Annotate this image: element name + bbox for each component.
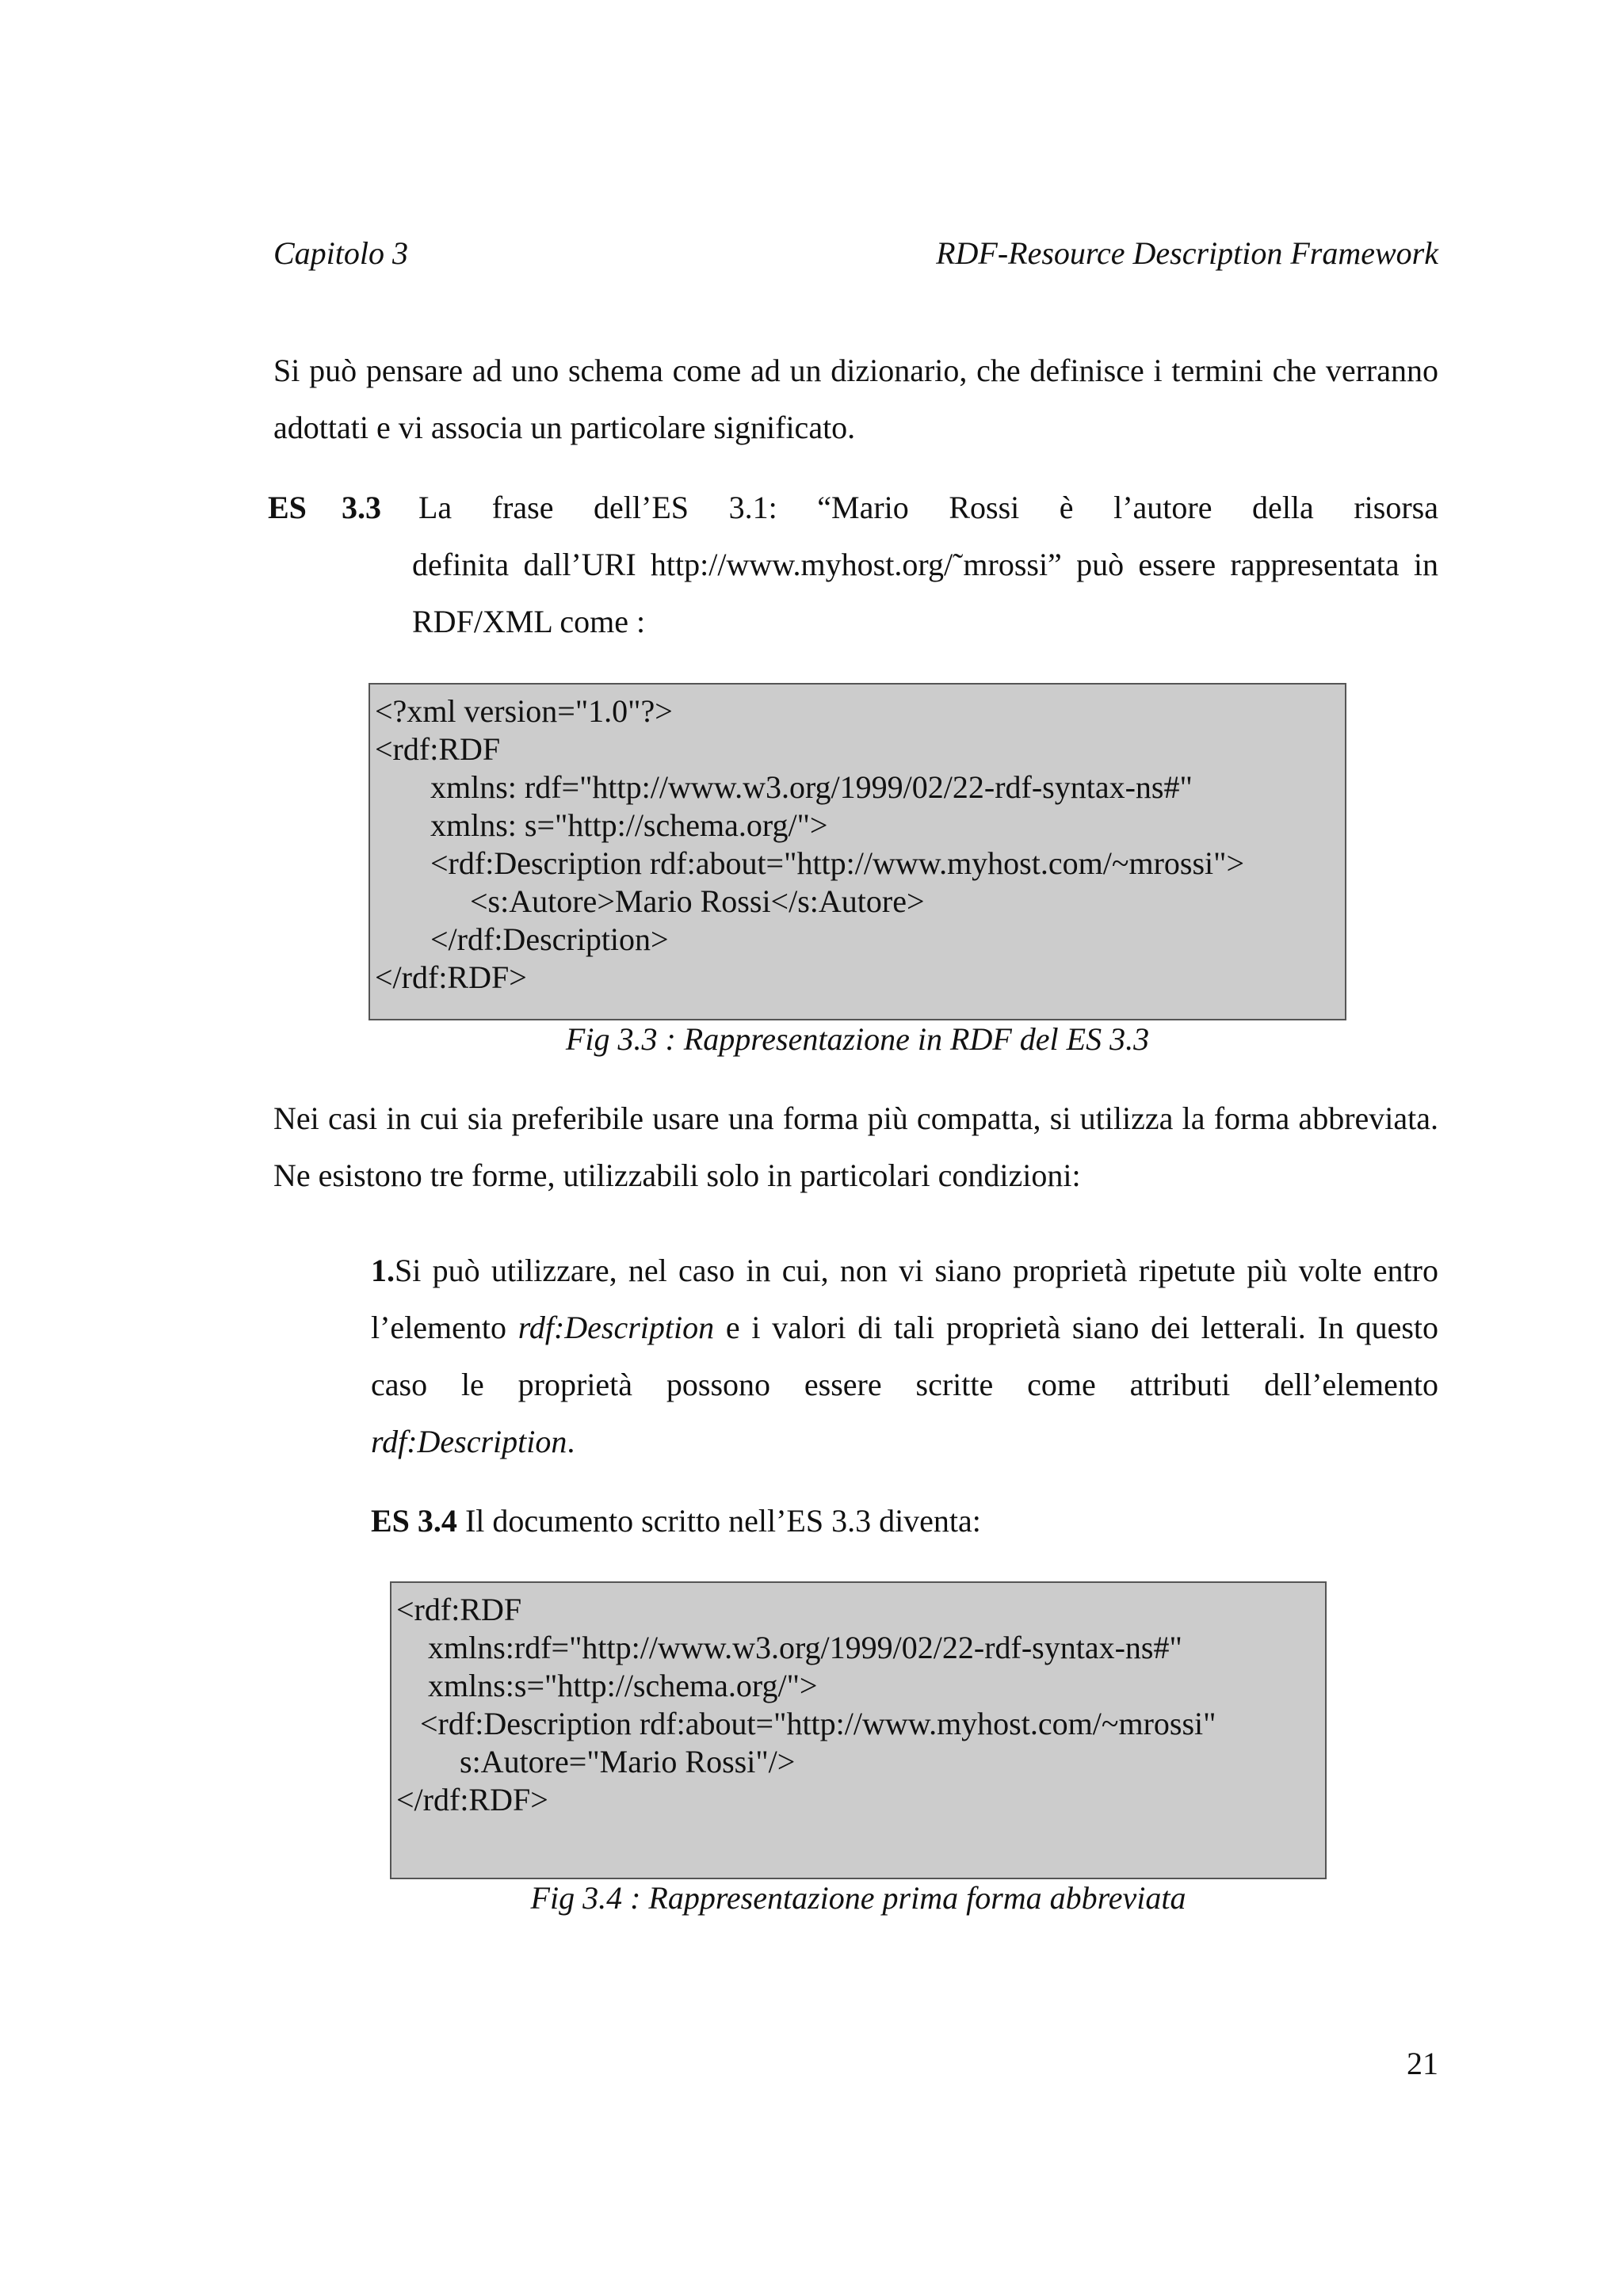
list-item-number: 1. xyxy=(371,1253,395,1288)
list-item-text-c: . xyxy=(567,1424,575,1459)
code-line: <rdf:Description rdf:about="http://www.myhost.com/~mrossi"> xyxy=(375,845,1245,881)
example-label-es: ES xyxy=(268,490,307,525)
example-3-3-first-line xyxy=(418,479,1438,536)
list-item-text-a: Si può utilizzare, nel caso in cui, non vi siano proprietà ripetute più volte entro l’elemento xyxy=(371,1253,1438,1345)
example-3-4 xyxy=(371,1493,1438,1550)
code-line: </rdf:RDF> xyxy=(396,1782,548,1817)
code-line: xmlns:s="http://schema.org/"> xyxy=(396,1668,818,1703)
code-line: </rdf:RDF> xyxy=(375,959,527,995)
code-block-abbreviated xyxy=(390,1581,1327,1879)
example-3-3-line1: La frase dell’ES 3.1: “Mario Rossi è l’autore della risorsa xyxy=(418,490,1438,525)
chapter-title: RDF-Resource Description Framework xyxy=(936,235,1438,271)
code-line: </rdf:Description> xyxy=(375,921,669,957)
example-3-3-continuation: definita dall’URI http://www.myhost.org/˜mrossi” può essere rappresentata in RDF/XML come : xyxy=(412,547,1438,639)
code-line: xmlns: rdf="http://www.w3.org/1999/02/22-rdf-syntax-ns#" xyxy=(375,769,1193,805)
code-line: <rdf:RDF xyxy=(375,731,501,767)
chapter-label: Capitolo 3 xyxy=(273,235,409,271)
code-line: <rdf:RDF xyxy=(396,1592,522,1627)
code-line: s:Autore="Mario Rossi"/> xyxy=(396,1744,796,1779)
page-number: 21 xyxy=(1407,2046,1438,2081)
figure-caption-3-3: Fig 3.3 : Rappresentazione in RDF del ES 3.3 xyxy=(565,1021,1150,1057)
example-3-4-text: Il documento scritto nell’ES 3.3 diventa: xyxy=(456,1503,981,1539)
code-block-rdf-xml xyxy=(369,683,1346,1020)
list-item-1 xyxy=(371,1242,1438,1470)
term-rdf-description: rdf:Description xyxy=(371,1424,567,1459)
code-line: <?xml version="1.0"?> xyxy=(375,693,673,729)
term-rdf-description: rdf:Description xyxy=(517,1310,715,1345)
code-line: <s:Autore>Mario Rossi</s:Autore> xyxy=(375,883,925,919)
paragraph-schema-intro: Si può pensare ad uno schema come ad un dizionario, che definisce i termini che verranno adottati e vi associa un particolare significato. xyxy=(273,353,1438,445)
example-3-3-label xyxy=(268,479,381,536)
list-item-text-b: e i valori di tali proprietà siano dei letterali. In questo caso le proprietà possono essere scritte come attributi dell’elemento xyxy=(371,1310,1439,1402)
example-label-number: 3.3 xyxy=(341,490,381,525)
paragraph-abbreviated-forms: Nei casi in cui sia preferibile usare una forma più compatta, si utilizza la forma abbreviata. Ne esistono tre forme, utilizzabili solo in particolari condizioni: xyxy=(273,1100,1438,1193)
code-line: xmlns:rdf="http://www.w3.org/1999/02/22-rdf-syntax-ns#" xyxy=(396,1630,1182,1665)
example-3-4-label: ES 3.4 xyxy=(371,1503,457,1539)
code-line: xmlns: s="http://schema.org/"> xyxy=(375,807,828,843)
code-line: <rdf:Description rdf:about="http://www.myhost.com/~mrossi" xyxy=(396,1706,1216,1741)
figure-caption-3-4: Fig 3.4 : Rappresentazione prima forma abbreviata xyxy=(530,1880,1186,1916)
